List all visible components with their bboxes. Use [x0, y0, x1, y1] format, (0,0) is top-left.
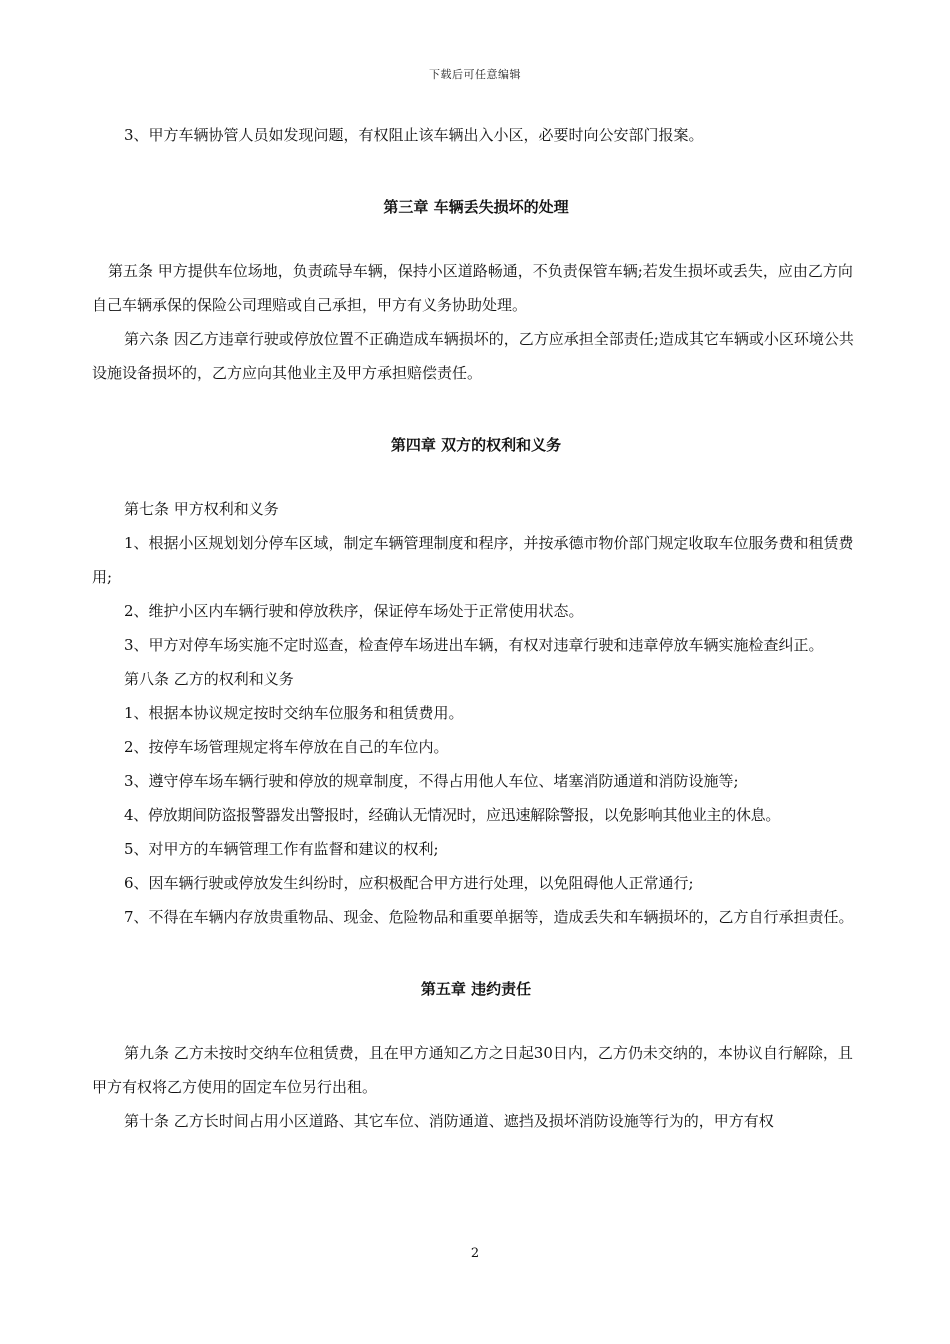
paragraph: 第六条 因乙方违章行驶或停放位置不正确造成车辆损坏的，乙方应承担全部责任;造成其它车辆或小区环境公共设施设备损坏的，乙方应向其他业主及甲方承担赔偿责任。	[92, 330, 854, 382]
page-header: 下载后可任意编辑	[429, 68, 521, 81]
paragraph: 3、甲方车辆协管人员如发现问题，有权阻止该车辆出入小区，必要时向公安部门报案。	[124, 126, 704, 144]
chapter-heading: 第五章 违约责任	[420, 980, 532, 998]
page-number: 2	[470, 1246, 480, 1261]
list-item: 7、不得在车辆内存放贵重物品、现金、危险物品和重要单据等，造成丢失和车辆损坏的，乙方自行承担责任。	[124, 908, 854, 926]
list-item: 6、因车辆行驶或停放发生纠纷时，应积极配合甲方进行处理，以免阻碍他人正常通行;	[124, 874, 694, 892]
list-item: 3、甲方对停车场实施不定时巡查，检查停车场进出车辆，有权对违章行驶和违章停放车辆实施检查纠正。	[124, 636, 824, 654]
article-heading: 第八条 乙方的权利和义务	[124, 670, 294, 688]
article-heading: 第七条 甲方权利和义务	[124, 500, 279, 518]
list-item: 4、停放期间防盗报警器发出警报时，经确认无情况时，应迅速解除警报，以免影响其他业主的休息。	[124, 806, 781, 824]
paragraph: 第十条 乙方长时间占用小区道路、其它车位、消防通道、遮挡及损坏消防设施等行为的，甲方有权	[124, 1112, 774, 1130]
chapter-heading: 第三章 车辆丢失损坏的处理	[383, 198, 569, 216]
list-item: 3、遵守停车场车辆行驶和停放的规章制度，不得占用他人车位、堵塞消防通道和消防设施等;	[124, 772, 739, 790]
list-item: 1、根据本协议规定按时交纳车位服务和租赁费用。	[124, 704, 464, 722]
paragraph: 第九条 乙方未按时交纳车位租赁费，且在甲方通知乙方之日起30日内，乙方仍未交纳的，本协议自行解除，且甲方有权将乙方使用的固定车位另行出租。	[92, 1044, 853, 1096]
chapter-heading: 第四章 双方的权利和义务	[390, 436, 562, 454]
list-item: 2、维护小区内车辆行驶和停放秩序，保证停车场处于正常使用状态。	[124, 602, 584, 620]
list-item: 2、按停车场管理规定将车停放在自己的车位内。	[124, 738, 449, 756]
document-body	[92, 118, 860, 1138]
list-item: 1、根据小区规划划分停车区域，制定车辆管理制度和程序，并按承德市物价部门规定收取车位服务费和租赁费用;	[92, 534, 854, 586]
paragraph: 第五条 甲方提供车位场地，负责疏导车辆，保持小区道路畅通，不负责保管车辆;若发生损坏或丢失，应由乙方向自己车辆承保的保险公司理赔或自己承担，甲方有义务协助处理。	[92, 262, 853, 314]
list-item: 5、对甲方的车辆管理工作有监督和建议的权利;	[124, 840, 439, 858]
